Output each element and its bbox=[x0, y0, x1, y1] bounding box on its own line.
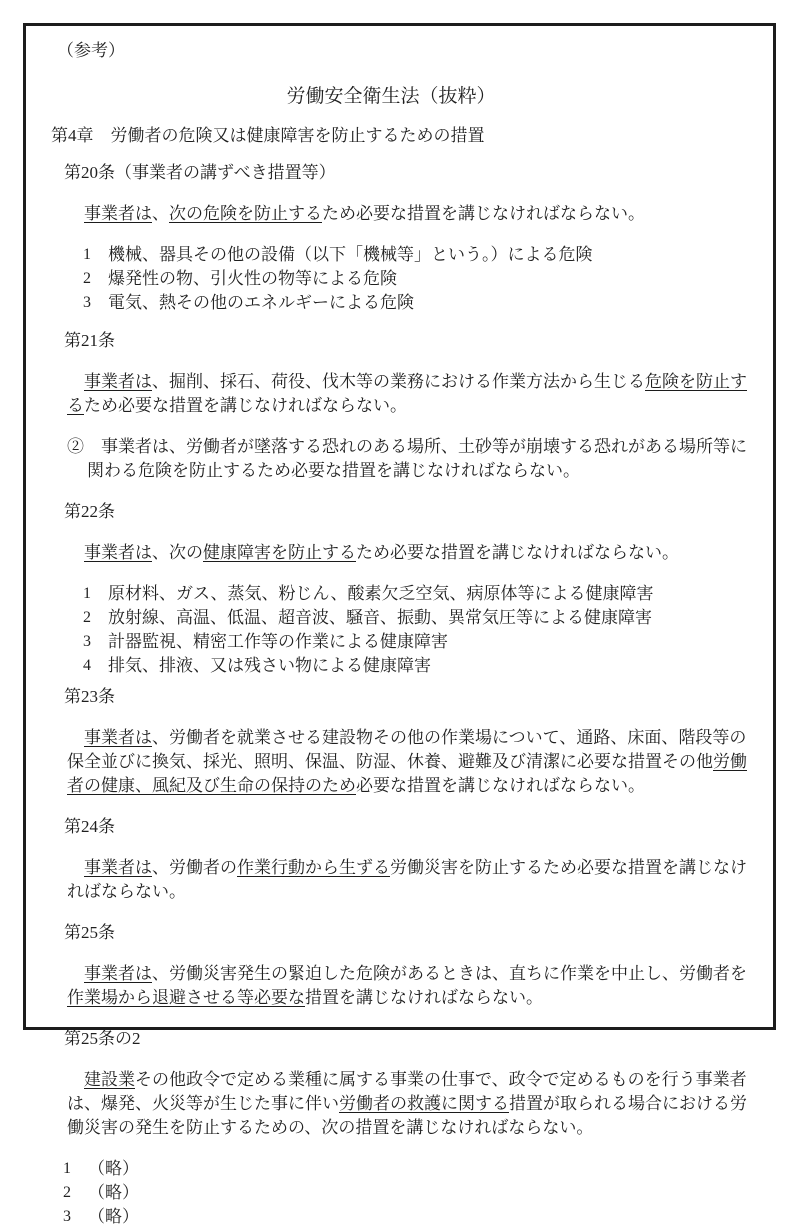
item-number: 4 bbox=[83, 657, 91, 674]
underlined-text-run: 労働者の健康、風紀及び生命の保持のため bbox=[67, 752, 747, 795]
underlined-text-run: 建設業 bbox=[84, 1070, 135, 1089]
article-body bbox=[67, 1068, 747, 1140]
item-number: 1 bbox=[83, 246, 91, 263]
article-paragraph bbox=[67, 962, 747, 1010]
article-section-24 bbox=[64, 815, 753, 904]
item-text: （略） bbox=[88, 1159, 139, 1178]
article-heading: 第25条の2 bbox=[64, 1029, 141, 1048]
item-text: 計器監視、精密工作等の作業による健康障害 bbox=[108, 632, 448, 651]
document-title: 労働安全衛生法（抜粋） bbox=[286, 86, 496, 107]
omitted-items-list bbox=[63, 1157, 753, 1229]
item-text: 排気、排液、又は残さい物による健康障害 bbox=[108, 656, 431, 675]
item-number: 2 bbox=[83, 270, 91, 287]
underlined-text-run: 事業者は bbox=[84, 858, 152, 877]
underlined-text-run: 次の危険を防止する bbox=[169, 204, 322, 223]
article-body bbox=[67, 726, 747, 798]
text-run: 、 bbox=[152, 204, 169, 223]
list-item bbox=[83, 606, 747, 630]
underlined-text-run: 危険を防止する bbox=[67, 372, 747, 415]
text-run: 措置を講じなければならない。 bbox=[305, 988, 543, 1007]
text-run: ため必要な措置を講じなければならない。 bbox=[356, 543, 679, 562]
article-section-23 bbox=[64, 685, 753, 798]
article-body bbox=[67, 856, 747, 904]
item-number: 2 bbox=[63, 1184, 71, 1201]
article-paragraph bbox=[67, 541, 747, 565]
article-heading: 第22条 bbox=[64, 502, 115, 521]
item-number: 3 bbox=[83, 294, 91, 311]
item-number: 3 bbox=[83, 633, 91, 650]
article-section-25 bbox=[64, 921, 753, 1010]
article-heading: 第23条 bbox=[64, 687, 115, 706]
article-item-list bbox=[83, 243, 747, 315]
list-item bbox=[83, 654, 747, 678]
item-text: 爆発性の物、引火性の物等による危険 bbox=[108, 269, 397, 288]
list-item bbox=[83, 291, 747, 315]
article-section-20 bbox=[64, 161, 753, 315]
chapter-heading: 第4章 労働者の危険又は健康障害を防止するための措置 bbox=[51, 126, 485, 145]
item-text: （略） bbox=[88, 1183, 139, 1202]
list-item bbox=[63, 1181, 753, 1205]
text-run: ため必要な措置を講じなければならない。 bbox=[322, 204, 645, 223]
item-text: 電気、熱その他のエネルギーによる危険 bbox=[108, 293, 414, 312]
article-heading: 第25条 bbox=[64, 923, 115, 942]
text-run: 、次の bbox=[152, 543, 203, 562]
article-section-21 bbox=[64, 329, 753, 483]
list-item bbox=[83, 630, 747, 654]
document-border-frame bbox=[23, 23, 776, 1226]
text-run: 、労働者を就業させる建設物その他の作業場について、通路、床面、階段等の保全並びに換気、採光、照明、保温、防湿、休養、避難及び清潔に必要な措置その他 bbox=[67, 728, 747, 771]
underlined-text-run: 健康障害を防止する bbox=[203, 543, 356, 562]
list-item bbox=[83, 243, 747, 267]
text-run: その他政令で定める業種に属する事業の仕事で、政令で定めるものを行う事業者は、爆発、火災等が生じた事に伴い bbox=[67, 1070, 747, 1113]
article-heading: 第21条 bbox=[64, 331, 115, 350]
text-run: 措置が取られる場合における労働災害の発生を防止するための、次の措置を講じなければならない。 bbox=[67, 1094, 747, 1137]
text-run: ため必要な措置を講じなければならない。 bbox=[84, 396, 407, 415]
text-run: ② 事業者は、労働者が墜落する恐れのある場所、土砂等が崩壊する恐れがある場所等に関わる危険を防止するため必要な措置を講じなければならない。 bbox=[67, 437, 747, 480]
article-section-25-2 bbox=[64, 1027, 753, 1140]
article-paragraph bbox=[67, 726, 747, 798]
article-paragraph-2 bbox=[67, 435, 747, 483]
underlined-text-run: 事業者は bbox=[84, 543, 152, 562]
item-number: 2 bbox=[83, 609, 91, 626]
list-item bbox=[83, 267, 747, 291]
item-text: 機械、器具その他の設備（以下「機械等」という。）による危険 bbox=[108, 245, 593, 264]
text-run: 労働災害を防止するため必要な措置を講じなければならない。 bbox=[67, 858, 747, 901]
article-heading: 第24条 bbox=[64, 817, 115, 836]
item-text: 放射線、高温、低温、超音波、騒音、振動、異常気圧等による健康障害 bbox=[108, 608, 652, 627]
underlined-text-run: 労働者の救護に関する bbox=[339, 1094, 509, 1113]
text-run: 必要な措置を講じなければならない。 bbox=[356, 776, 645, 795]
item-text: （略） bbox=[88, 1207, 139, 1226]
reference-note: （参考） bbox=[57, 41, 125, 60]
article-body bbox=[67, 962, 747, 1010]
text-run: 、掘削、採石、荷役、伐木等の業務における作業方法から生じる bbox=[152, 372, 645, 391]
underlined-text-run: 事業者は bbox=[84, 204, 152, 223]
item-number: 3 bbox=[63, 1208, 71, 1225]
list-item bbox=[63, 1205, 753, 1229]
article-body bbox=[67, 202, 747, 315]
article-paragraph bbox=[67, 1068, 747, 1140]
underlined-text-run: 作業場から退避させる等必要な bbox=[67, 988, 305, 1007]
underlined-text-run: 作業行動から生ずる bbox=[237, 858, 390, 877]
list-item bbox=[83, 582, 747, 606]
article-heading: 第20条（事業者の講ずべき措置等） bbox=[64, 163, 336, 182]
article-body bbox=[67, 370, 747, 483]
item-text: 原材料、ガス、蒸気、粉じん、酸素欠乏空気、病原体等による健康障害 bbox=[108, 584, 654, 603]
article-paragraph bbox=[67, 370, 747, 418]
article-body bbox=[67, 541, 747, 678]
text-run: 、労働災害発生の緊迫した危険があるときは、直ちに作業を中止し、労働者を bbox=[152, 964, 747, 983]
text-run: 、労働者の bbox=[152, 858, 237, 877]
item-number: 1 bbox=[83, 585, 91, 602]
list-item bbox=[63, 1157, 753, 1181]
article-paragraph bbox=[67, 856, 747, 904]
article-paragraph bbox=[67, 202, 747, 226]
item-number: 1 bbox=[63, 1160, 71, 1177]
underlined-text-run: 事業者は bbox=[84, 964, 152, 983]
underlined-text-run: 事業者は bbox=[84, 372, 152, 391]
article-section-22 bbox=[64, 500, 753, 678]
underlined-text-run: 事業者は bbox=[84, 728, 152, 747]
article-item-list bbox=[83, 582, 747, 678]
